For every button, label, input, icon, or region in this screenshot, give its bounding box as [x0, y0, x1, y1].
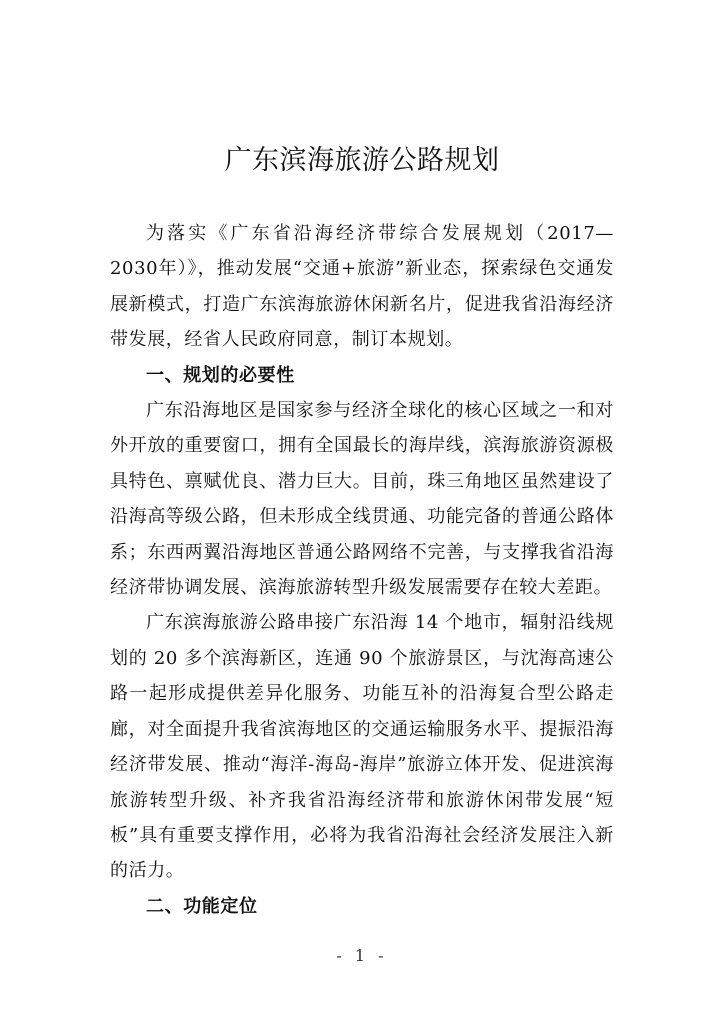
page-title: 广东滨海旅游公路规划	[224, 145, 500, 176]
page-number: - 1 -	[336, 946, 388, 965]
section-heading-positioning: 二、功能定位	[146, 895, 258, 917]
intro-paragraph: 为落实《广东省沿海经济带综合发展规划（2017—2030年）》，推动发展“交通+旅游”新业态，探索绿色交通发展新模式，打造广东滨海旅游休闲新名片，促进我省沿海经济带发展，经省人民政府同意，制订本规划。	[110, 223, 614, 351]
paragraph: 广东沿海地区是国家参与经济全球化的核心区域之一和对外开放的重要窗口，拥有全国最长的海岸线，滨海旅游资源极具特色、禀赋优良、潜力巨大。目前，珠三角地区虽然建设了沿海高等级公路，但未形成全线贯通、功能完备的普通公路体系；东西两翼沿海地区普通公路网络不完善，与支撑我省沿海经济带协调发展、滨海旅游转型升级发展需要存在较大差距。	[110, 400, 614, 599]
section-heading-necessity: 一、规划的必要性	[146, 364, 295, 386]
document-body	[110, 216, 614, 924]
paragraph: 广东滨海旅游公路串接广东沿海 14 个地市，辐射沿线规划的 20 多个滨海新区，连通 90 个旅游景区，与沈海高速公路一起形成提供差异化服务、功能互补的沿海复合型公路走廊，对全面提升我省滨海地区的交通运输服务水平、提振沿海经济带发展、推动“海洋-海岛-海岸”旅游立体开发、促进滨海旅游转型升级、补齐我省沿海经济带和旅游休闲带发展“短板”具有重要支撑作用，必将为我省沿海社会经济发展注入新的活力。	[110, 612, 614, 882]
